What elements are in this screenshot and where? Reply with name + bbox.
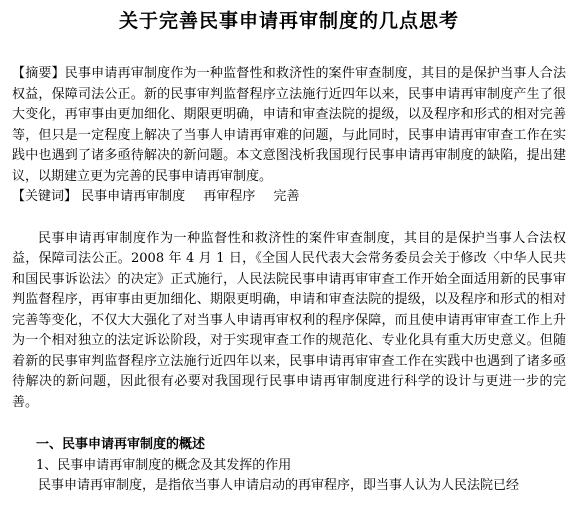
document-title: 关于完善民事申请再审制度的几点思考 xyxy=(118,10,459,32)
keywords xyxy=(12,187,566,208)
title-spacer xyxy=(12,42,566,64)
keyword-item: 再审程序 xyxy=(203,189,256,204)
abstract-text: 民事申请再审制度作为一种监督性和救济性的案件审查制度，其目的是保护当事人合法权益，保障司法公正。新的民事审判监督程序立法施行近四年以来，民事申请再审制度产生了很大变化，再审事由更加细化、期限更明确，申请和审查法院的提级，以及程序和形式的相对完善等，但只是一定程度上解决了当事人申请再审难的问题，与此同时，民事申请再审审查工作在实践中也遇到了诸多亟待解决的新问题。本文意图浅析我国现行民事申请再审制度的缺陷，提出建议，以期建立更为完善的民事申请再审制度。 xyxy=(12,66,566,184)
keyword-item: 民事申请再审制度 xyxy=(81,189,186,204)
subsection-heading: 1、民事申请再审制度的概念及其发挥的作用 xyxy=(36,457,292,473)
keyword-item: 完善 xyxy=(273,189,300,204)
section-text: 民事申请再审制度，是指依当事人申请启动的再审程序，即当事人认为人民法院已经 xyxy=(38,478,520,493)
abstract-label: 【摘要】 xyxy=(12,66,65,81)
abstract xyxy=(12,64,566,187)
intro-paragraph: 民事申请再审制度作为一种监督性和救济性的案件审查制度，其目的是保护当事人合法权益，保障司法公正。2008 年 4 月 1 日，《全国人民代表大会常务委员会关于修改〈中华人民共和国民事诉讼法〉的决定》正式施行，人民法院民事申请再审审查工作开始全面适用新的民事审判监督程序，再审事由更加细化、期限更明确，申请和审查法院的提级，以及程序和形式的相对完善等变化，不仅大大强化了对当事人申请再审权利的程序保障，而且使申请再审审查工作上升为一个相对独立的法定诉讼阶段，对于实现审查工作的规范化、专业化具有重大历史意义。但随着新的民事审判监督程序立法施行近四年以来，民事申请再审审查工作在实践中也遇到了诸多亟待解决的新问题，因此很有必要对我国现行民事申请再审制度进行科学的设计与更进一步的完善。 xyxy=(12,230,566,410)
section-heading: 一、民事申请再审制度的概述 xyxy=(36,437,206,452)
keywords-label: 【关键词】 xyxy=(12,189,78,204)
